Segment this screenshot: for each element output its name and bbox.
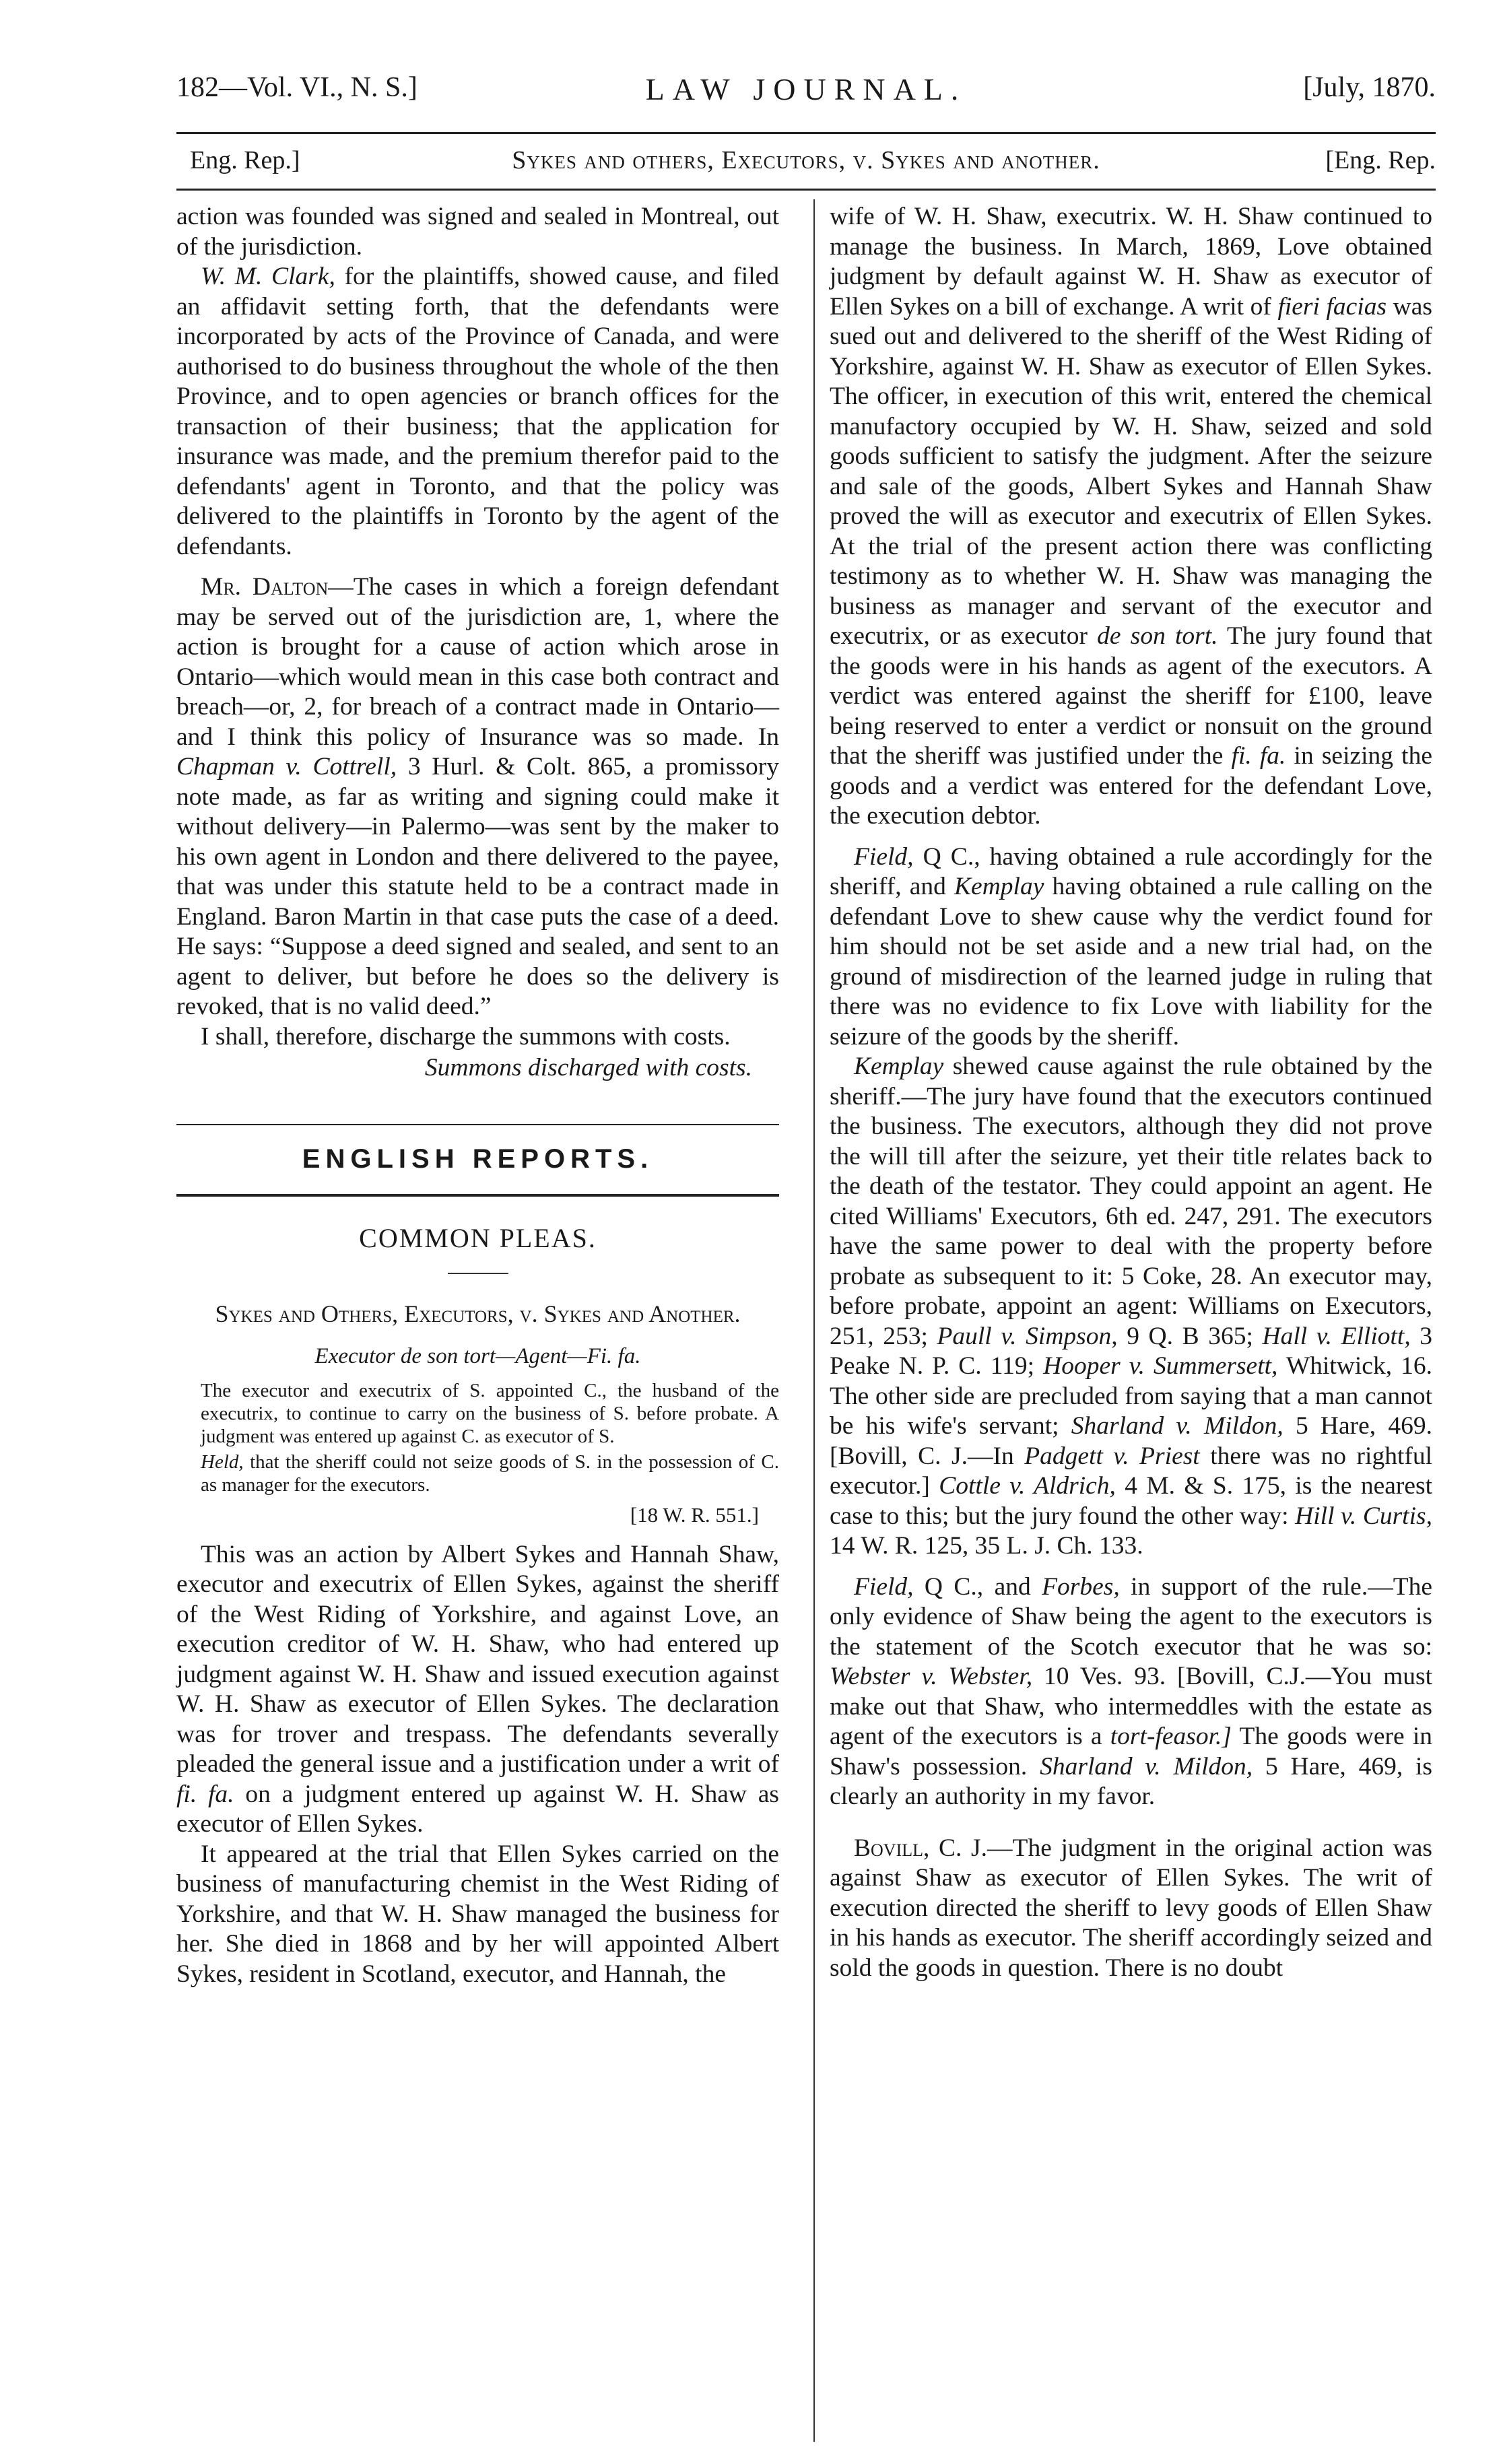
paragraph-text: wife of W. H. Shaw, executrix. W. H. Shaw continued to manage the business. In March, 1869, Love obtained judgment by default against W. H. Shaw as executor of Ellen Sykes on a bill of exchange. A writ of: [830, 203, 1432, 321]
case-title: Sykes and Others, Executors, v. Sykes and Another.: [215, 1300, 741, 1327]
counsel-name: Field,: [854, 842, 914, 871]
paragraph: It appeared at the trial that Ellen Sykes carried on the business of manufacturing chemist in the West Riding of Yorkshire, and that W. H. Shaw managed the business for her. She died in 1868 and by her will appointed Albert Sykes, resident in Scotland, executor, and Hannah, the: [176, 1840, 779, 1988]
case-reference: Webster v. Webster,: [830, 1663, 1033, 1690]
running-head: [176, 62, 1436, 116]
paragraph-text: 5 Hare, 469, is clearly an authority in my favor.: [830, 1752, 1433, 1810]
keywords-text: Executor de son tort—Agent—Fi. fa.: [314, 1343, 641, 1368]
counsel-name: W. M. Clark,: [201, 263, 335, 290]
section-label-left: Eng. Rep.]: [190, 146, 300, 174]
writ-name: fi. fa.: [176, 1780, 234, 1808]
paragraph: [830, 1572, 1432, 1812]
paragraph-text: shewed cause against the rule obtained by the sheriff.—The jury have found that the executors continued the business. The executors, although they did not prove the will till after the seizure, yet their title relates back to the death of the testator. They could appoint an agent. He cited Williams' Executors, 6th ed. 247, 291. The executors have the same power to deal with the property before probate as subsequent to it: 5 Coke, 28. An executor may, before probate, appoint an agent: Williams on Executors, 251, 253;: [830, 1053, 1433, 1350]
counsel-name: Forbes,: [1042, 1572, 1120, 1601]
header-rule: [176, 132, 1436, 134]
headnote-lead: Held,: [201, 1451, 244, 1473]
result-line: Summons discharged with costs.: [424, 1054, 752, 1081]
paragraph: [830, 1052, 1432, 1562]
paragraph-text: there was no rightful executor.]: [830, 1442, 1433, 1500]
divider: [448, 1273, 508, 1274]
section-rule: [176, 189, 1436, 191]
headnote-text: that the sheriff could not seize goods of S. in the possession of C. as manager for the executors.: [201, 1451, 780, 1496]
case-reference: Paull v. Simpson,: [937, 1322, 1118, 1350]
case-reference: Hooper v. Summersett,: [1043, 1352, 1278, 1380]
case-reference: Cottle v. Aldrich,: [939, 1472, 1116, 1500]
volume-page-number: 182—Vol. VI., N. S.]: [176, 72, 418, 103]
rule: [176, 1194, 779, 1197]
case-reference: Hall v. Elliott,: [1262, 1322, 1411, 1350]
paragraph-text: Whitwick, 16. The other side are precluded from saying that a man cannot be his wife's servant;: [830, 1352, 1433, 1440]
paragraph-text: Q C., having obtained a rule accordingly for the sheriff, and: [830, 842, 1432, 900]
section-label-right: [Eng. Rep.: [1325, 146, 1436, 174]
paragraph-text: The jury found that the goods were in his hands as agent of the executors. A verdict was entered against the sheriff for £100, leave being reserved to enter a verdict or nonsuit on the ground that the sheriff was justified under the: [830, 622, 1432, 770]
case-reference: Sharland v. Mildon,: [1040, 1752, 1253, 1780]
right-column: [830, 202, 1432, 1983]
legal-term: de son tort.: [1097, 622, 1218, 650]
court-heading: COMMON PLEAS.: [359, 1223, 597, 1253]
left-column: [176, 202, 779, 1989]
judge-name: Mr. Dalton: [201, 573, 329, 601]
counsel-name: Kemplay: [854, 1053, 944, 1080]
headnote: The executor and executrix of S. appointed C., the husband of the executrix, to continue to carry on the business of S. before probate. A judgment was entered up against C. as executor of S.: [201, 1380, 779, 1447]
case-reference: Chapman v. Cottrell,: [176, 753, 397, 780]
paragraph-text: having obtained a rule calling on the defendant Love to shew cause why the verdict found for him should not be set aside and a new trial had, on the ground of misdirection of the learned judge in ruling that there was no evidence to fix Love with liability for the seizure of the goods by the sheriff.: [830, 873, 1433, 1051]
section-head: [176, 141, 1436, 182]
paragraph-text: in seizing the goods and a verdict was entered for the defendant Love, the execution debtor.: [830, 742, 1432, 830]
paragraph-text: —The cases in which a foreign defendant may be served out of the jurisdiction are, 1, where the action is brought for a cause of action which arose in Ontario—which would mean in this case both contract and breach—or, 2, for breach of a contract made in Ontario—and I think this policy of Insurance was so made. In: [176, 573, 779, 751]
paragraph-text: Q C., and: [924, 1572, 1031, 1601]
paragraph-text: 5 Hare, 469. [Bovill, C. J.—In: [830, 1412, 1433, 1470]
paragraph-text: The goods were in Shaw's possession.: [830, 1723, 1433, 1780]
paragraph: [830, 842, 1432, 1053]
paragraph-text: 14 W. R. 125, 35 L. J. Ch. 133.: [830, 1532, 1143, 1560]
paragraph-text: 10 Ves. 93. [Bovill, C.J.—You must make out that Shaw, who intermeddles with the estate as agent of the executors is a: [830, 1663, 1433, 1750]
paragraph-text: This was an action by Albert Sykes and Hannah Shaw, executor and executrix of Ellen Sykes, against the sheriff of the West Riding of Yorkshire, and against Love, an execution creditor of W. H. Shaw, who had entered up judgment against W. H. Shaw and issued execution against W. H. Shaw as executor of Ellen Sykes. The declaration was for trover and trespass. The defendants severally pleaded the general issue and a justification under a writ of: [176, 1540, 779, 1778]
paragraph-text: in support of the rule.—The only evidence of Shaw being the agent to the executors is the statement of the Scotch executor that he was so:: [830, 1572, 1432, 1661]
issue-date: [July, 1870.: [1303, 72, 1436, 103]
case-reference: Sharland v. Mildon,: [1071, 1412, 1283, 1440]
paragraph: action was founded was signed and sealed in Montreal, out of the jurisdiction.: [176, 203, 779, 261]
paragraph-text: for the plaintiffs, showed cause, and filed an affidavit setting forth, that the defendants were incorporated by acts of the Province of Canada, and were authorised to do business throughout the whole of the then Province, and to open agencies or branch offices for the transaction of their business; that the application for insurance was made, and the premium therefor paid to the defendants' agent in Toronto, and that the policy was delivered to the plaintiffs in Toronto by the agent of the defendants.: [176, 263, 780, 560]
paragraph-text: 9 Q. B 365;: [1127, 1322, 1253, 1350]
column-divider: [813, 199, 815, 2442]
case-reference: Padgett v. Priest: [1024, 1442, 1200, 1470]
paragraph: [176, 262, 779, 562]
english-reports-heading: ENGLISH REPORTS.: [302, 1143, 654, 1174]
paragraph: [176, 572, 779, 1022]
citation: [18 W. R. 551.]: [630, 1503, 759, 1527]
counsel-name: Field,: [854, 1572, 914, 1601]
headnote: [201, 1451, 779, 1496]
paragraph-text: —The judgment in the original action was against Shaw as executor of Ellen Sykes. The writ of execution directed the sheriff to levy goods of Ellen Shaw in his hands as executor. The sheriff accordingly seized and sold the goods in question. There is no doubt: [830, 1834, 1432, 1982]
paragraph: [830, 202, 1432, 832]
journal-title: LAW JOURNAL.: [645, 72, 967, 106]
writ-name: fieri facias: [1277, 292, 1387, 321]
paragraph-text: 3 Hurl. & Colt. 865, a promissory note made, as far as writing and signing could make it without delivery—in Palermo—was sent by the maker to his own agent in London and there delivered to the payee, that was under this statute held to be a contract made in England. Baron Martin in that case puts the case of a deed. He says: “Suppose a deed signed and sealed, and sent to an agent to deliver, but before he does so the delivery is revoked, that is no valid deed.”: [176, 753, 779, 1020]
paragraph-text: was sued out and delivered to the sheriff of the West Riding of Yorkshire, against W. H. Shaw as executor of Ellen Sykes. The officer, in execution of this writ, entered the chemical manufactory occupied by W. H. Shaw, seized and sold goods sufficient to satisfy the judgment. After the seizure and sale of the goods, Albert Sykes and Hannah Shaw proved the will as executor and executrix of Ellen Sykes. At the trial of the present action there was conflicting testimony as to whether W. H. Shaw was managing the business as manager and servant of the executor and executrix, or as executor: [830, 292, 1432, 650]
case-running-title: Sykes and others, Executors, v. Sykes and another.: [512, 146, 1100, 174]
paragraph: I shall, therefore, discharge the summons with costs.: [201, 1022, 731, 1051]
paragraph-text: 3 Peake N. P. C. 119;: [830, 1322, 1433, 1380]
case-reference: Hill v. Curtis,: [1295, 1502, 1432, 1530]
rule: [176, 1124, 779, 1125]
paragraph: [830, 1834, 1432, 1984]
writ-name: fi. fa.: [1231, 742, 1286, 770]
paragraph-text: on a judgment entered up against W. H. Shaw as executor of Ellen Sykes.: [176, 1780, 780, 1838]
paragraph-text: 4 M. & S. 175, is the nearest case to this; but the jury found the other way:: [830, 1472, 1433, 1530]
case-keywords: [176, 1341, 779, 1372]
legal-term: tort-feasor.]: [1110, 1723, 1232, 1750]
judge-name: Bovill, C. J.: [854, 1834, 988, 1862]
paragraph: [176, 1540, 779, 1840]
counsel-name: Kemplay: [954, 873, 1044, 900]
